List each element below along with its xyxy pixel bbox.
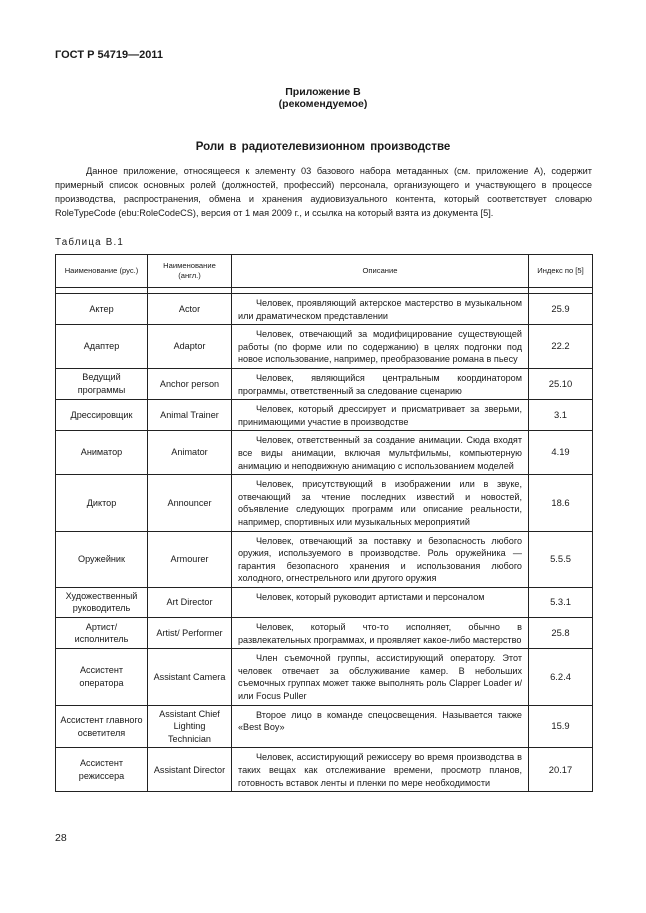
role-name-rus: Оружейник [56,531,148,587]
role-index: 25.9 [529,294,593,325]
table-row [56,705,593,748]
role-description: Человек, отвечающий за поставку и безопасность любого оружия, используемого в производстве. Роль оружейника — гарантия безопасного хранения и использования любого холодного, огнестрельного или другого оружия [232,531,529,587]
header-rus: Наименование (рус.) [56,255,148,288]
role-index: 18.6 [529,475,593,531]
role-name-rus: Дрессировщик [56,400,148,431]
role-name-rus: Ассистент оператора [56,649,148,705]
role-name-rus: Адаптер [56,325,148,369]
table-row [56,475,593,531]
table-row [56,368,593,399]
role-index: 3.1 [529,400,593,431]
table-row [56,431,593,475]
table-row [56,618,593,649]
role-name-rus: Ассистент главного осветителя [56,705,148,748]
page-number: 28 [55,832,67,844]
role-description: Человек, ассистирующий режиссеру во время производства в таких вещах как отслеживание времени, просмотр планов, готовность вставок ленты и пленки по мере необходимости [232,748,529,792]
role-description: Человек, который руководит артистами и персоналом [232,587,529,617]
section-title: Роли в радиотелевизионном производстве [195,141,451,153]
role-name-rus: Ведущий программы [56,368,148,399]
role-index: 25.10 [529,368,593,399]
role-name-eng: Adaptor [148,325,232,369]
role-name-eng: Assistant Camera [148,649,232,705]
header-index: Индекс по [5] [529,255,593,288]
role-name-rus: Аниматор [56,431,148,475]
role-index: 15.9 [529,705,593,748]
role-name-eng: Assistant Chief Lighting Technician [148,705,232,748]
intro-paragraph: Данное приложение, относящееся к элементу 03 базового набора метаданных (см. приложение А), содержит примерный список основных ролей (должностей, профессий) персонала, организующего и участвующего в процессе производства, распространения, обмена и хранения аудиовизуального контента, который соответствует словарю RoleTypeCode (ebu:RoleCodeCS), версия от 1 мая 2009 г., и ссылка на который взята из документа [5]. [55,166,592,218]
header-desc: Описание [232,255,529,288]
role-description: Человек, отвечающий за модифицирование существующей работы (по форме или по содержанию) в целях подгонки под новое использование, например, преобразование романа в пьесу [232,325,529,369]
table-caption: Таблица В.1 [55,237,125,248]
role-description: Человек, который что-то исполняет, обычно в развлекательных программах, и проявляет какое-либо мастерство [232,618,529,649]
role-name-rus: Актер [56,294,148,325]
role-index: 4.19 [529,431,593,475]
role-description: Человек, который дрессирует и присматривает за зверьми, принимающими участие в производстве [232,400,529,431]
role-name-rus: Артист/ исполнитель [56,618,148,649]
table-row [56,294,593,325]
role-index: 22.2 [529,325,593,369]
role-description: Человек, ответственный за создание анимации. Сюда входят все виды анимации, включая мультфильмы, компьютерную анимацию и неподвижную анимацию с использованием моделей [232,431,529,475]
table-row [56,325,593,369]
role-description: Человек, проявляющий актерское мастерство в музыкальном или драматическом представлении [232,294,529,325]
role-name-eng: Armourer [148,531,232,587]
role-name-eng: Anchor person [148,368,232,399]
table-row [56,649,593,705]
table-row [56,400,593,431]
role-index: 5.5.5 [529,531,593,587]
role-name-rus: Ассистент режиссера [56,748,148,792]
role-name-eng: Animator [148,431,232,475]
appendix-subtitle: (рекомендуемое) [278,98,368,110]
role-description: Человек, являющийся центральным координатором программы, ответственный за следование сценарию [232,368,529,399]
role-index: 20.17 [529,748,593,792]
role-description: Человек, присутствующий в изображении или в звуке, отвечающий за чтение последних известий и новостей, объявление следующих программ или описание реальности, например, спортивных или музыкальных мероприятий [232,475,529,531]
role-name-eng: Artist/ Performer [148,618,232,649]
table-row [56,531,593,587]
role-index: 5.3.1 [529,587,593,617]
role-name-eng: Announcer [148,475,232,531]
role-index: 25.8 [529,618,593,649]
document-header: ГОСТ Р 54719—2011 [55,49,163,61]
role-name-eng: Actor [148,294,232,325]
role-description: Член съемочной группы, ассистирующий оператору. Этот человек отвечает за обслуживание камер. В небольших съемочных группах может также выполнять роль Clapper Loader и/или Focus Puller [232,649,529,705]
role-description: Второе лицо в команде спецосвещения. Называется также «Best Boy» [232,705,529,748]
table-header-row [56,255,593,288]
table-row [56,587,593,617]
role-name-eng: Animal Trainer [148,400,232,431]
role-index: 6.2.4 [529,649,593,705]
role-name-eng: Assistant Director [148,748,232,792]
table-row [56,748,593,792]
role-name-rus: Диктор [56,475,148,531]
roles-table [55,254,593,792]
role-name-rus: Художественный руководитель [56,587,148,617]
appendix-title: Приложение В [285,86,361,98]
header-eng: Наименование (англ.) [148,255,232,288]
role-name-eng: Art Director [148,587,232,617]
